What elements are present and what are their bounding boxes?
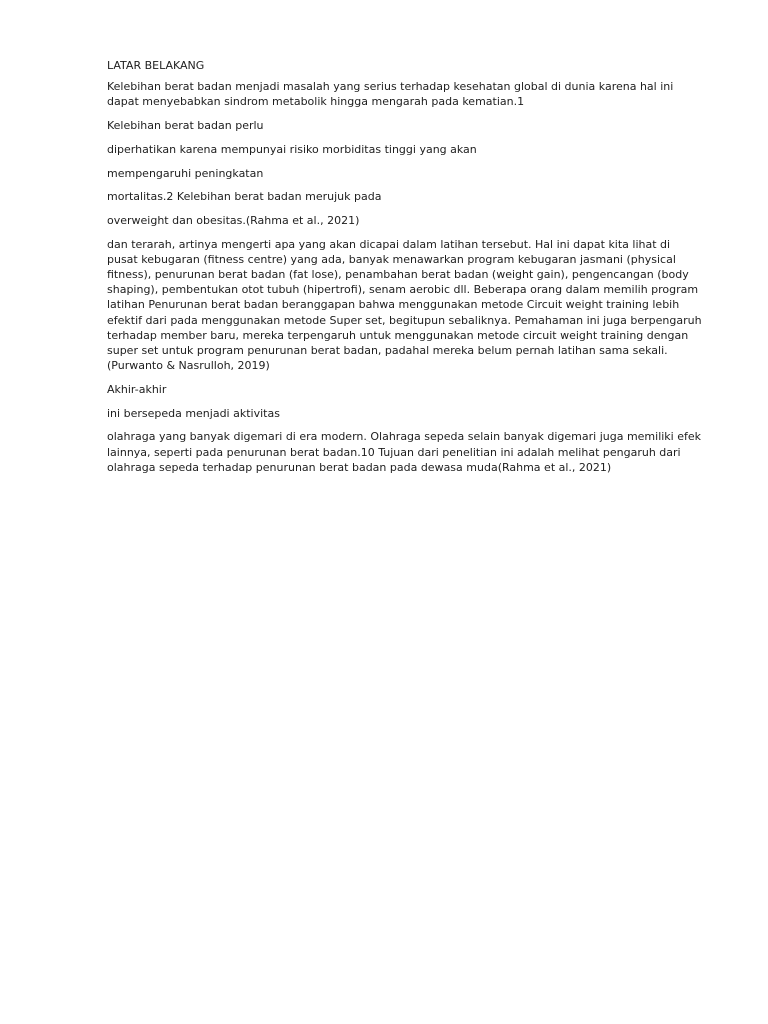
paragraph-2: Kelebihan berat badan perlu	[107, 119, 264, 133]
paragraph-8: Akhir-akhir	[107, 382, 167, 396]
paragraph-6: overweight dan obesitas.(Rahma et al., 2021)	[107, 213, 360, 227]
paragraph-10: olahraga yang banyak digemari di era modern. Olahraga sepeda selain banyak digemari juga memiliki efek lainnya, seperti pada penurunan berat badan.10 Tujuan dari penelitian ini adalah melihat pengaruh dari olahraga sepeda terhadap penurunan berat badan pada dewasa muda(Rahma et al., 2021)	[107, 430, 702, 474]
paragraph-1: Kelebihan berat badan menjadi masalah yang serius terhadap kesehatan global di dunia karena hal ini dapat menyebabkan sindrom metabolik hingga mengarah pada kematian.1	[107, 80, 674, 109]
paragraph-9: ini bersepeda menjadi aktivitas	[107, 406, 280, 420]
paragraph-7: dan terarah, artinya mengerti apa yang akan dicapai dalam latihan tersebut. Hal ini dapat kita lihat di pusat kebugaran (fitness centre) yang ada, banyak menawarkan program kebugaran jasmani (physical fitness), penurunan berat badan (fat lose), penambahan berat badan (weight gain), pengencangan (body shaping), pembentukan otot tubuh (hipertrofi), senam aerobic dll. Beberapa orang dalam memilih program latihan Penurunan berat badan beranggapan bahwa menggunakan metode Circuit weight training lebih efektif dari pada menggunakan metode Super set, begitupun sebaliknya. Pemahaman ini juga berpengaruh terhadap member baru, mereka terpengaruh untuk menggunakan metode circuit weight training dengan super set untuk program penurunan berat badan, padahal mereka belum pernah latihan sama sekali.(Purwanto & Nasrulloh, 2019)	[107, 237, 702, 373]
paragraph-5: mortalitas.2 Kelebihan berat badan merujuk pada	[107, 190, 382, 204]
paragraph-4: mempengaruhi peningkatan	[107, 166, 264, 180]
section-heading: LATAR BELAKANG	[107, 59, 205, 72]
document-page	[107, 58, 703, 483]
paragraph-3: diperhatikan karena mempunyai risiko morbiditas tinggi yang akan	[107, 142, 477, 156]
